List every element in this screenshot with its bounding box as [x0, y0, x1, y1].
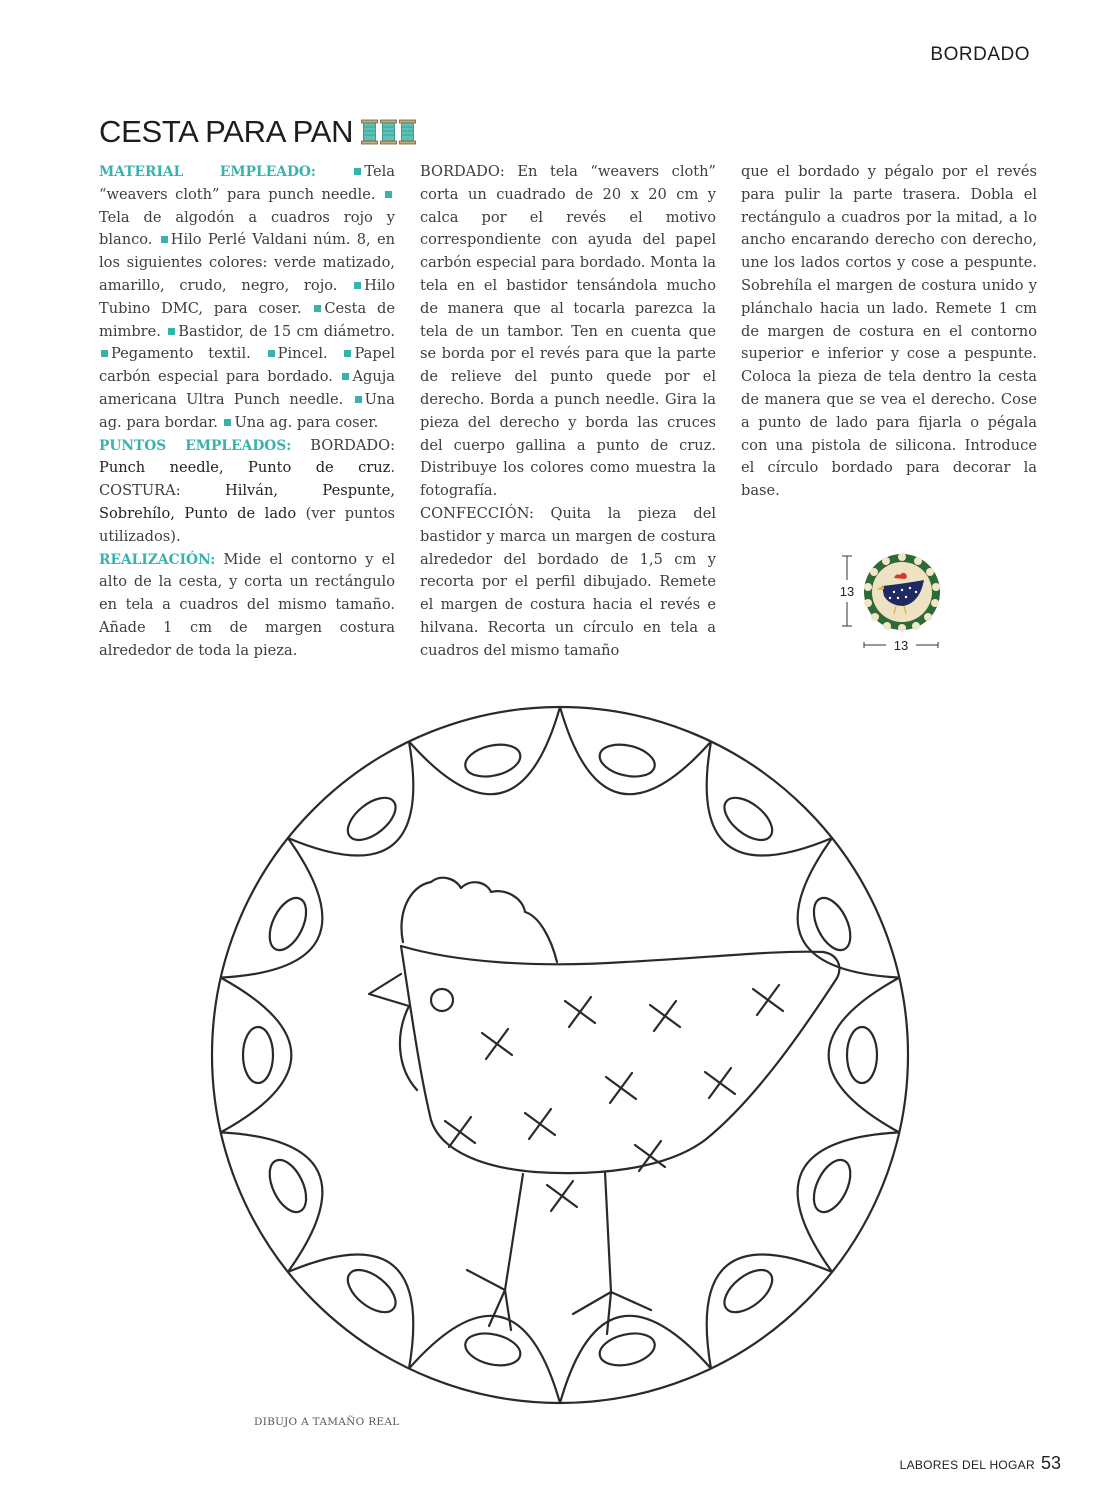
materials-paragraph [99, 161, 395, 435]
material-item: Aguja americana Ultra Punch needle. [99, 368, 395, 408]
material-item: Tela de algodón a cuadros rojo y blanco. [99, 208, 395, 249]
realization-paragraph [99, 549, 395, 663]
scallop-oval [597, 1329, 658, 1371]
scallop-oval [340, 790, 402, 848]
column-instructions [420, 161, 716, 663]
scallop-arc [829, 978, 900, 1133]
cross-stitch [650, 1001, 680, 1031]
page-title [99, 114, 416, 150]
page-number: 53 [1040, 1453, 1061, 1473]
stitches-list: Punch needle, Punto de cruz [99, 459, 391, 477]
scallop-oval [462, 1329, 523, 1371]
stitches-text: BORDADO: [310, 436, 395, 454]
scallop-arc [560, 1316, 711, 1403]
column-instructions-continued [741, 161, 1037, 503]
cross-stitch [606, 1073, 636, 1103]
material-item: Hilo Perlé Valdani núm. 8, en los siguientes colores: verde matizado, amarillo, crudo, negro, rojo. [99, 231, 395, 294]
stitches-text: . COSTURA: [99, 459, 395, 500]
cross-stitch [525, 1109, 555, 1139]
stitches-text: (ver puntos utilizados). [99, 504, 396, 545]
material-item: Bastidor, de 15 cm diámetro. [178, 322, 395, 340]
cross-stitch [705, 1068, 735, 1098]
stitches-heading: PUNTOS EMPLEADOS: [99, 437, 292, 454]
difficulty-rating [361, 119, 416, 145]
page-footer [900, 1453, 1061, 1474]
thread-spool-icon [399, 119, 416, 145]
finished-piece-thumbnail [832, 550, 944, 658]
assembly-paragraph-continued: que el bordado y pégalo por el revés para pulir la parte trasera. Dobla el rectángulo a cuadros por la mitad, a lo ancho encarando derecho con derecho, une los lados cortos y cose a pespunte. Sobrehíla el margen de costura unido y plánchalo hacia un lado. Remete 1 cm de margen de costura en el contorno superior e inferior y cose a pespunte. Coloca la pieza de tela dentro la cesta de manera que se vea el derecho. Cose a punto de lado para fijarla o pégala con una pistola de silicona. Introduce el círculo bordado para decorar la base. [741, 163, 1037, 500]
material-item: Hilo Tubino DMC, para coser. [99, 276, 395, 317]
scallop-oval [340, 1262, 402, 1320]
material-item: Pegamento textil. [111, 345, 251, 363]
scallop-arc [409, 1316, 560, 1403]
scallop-arc [560, 707, 711, 794]
material-item: Tela “weavers cloth” para punch needle. [99, 163, 396, 203]
scallop-oval [262, 1154, 313, 1217]
assembly-paragraph: CONFECCIÓN: Quita la pieza del bastidor y marca un margen de costura alrededor del bordado de 1,5 cm y recorta por el perfil dibujado. Remete el margen de costura hacia el revés e hilvana. Recorta un círculo en tela a cuadros del mismo tamaño [420, 504, 716, 659]
scallop-oval [717, 1262, 779, 1320]
stitches-paragraph [99, 435, 395, 549]
embroidery-pattern-drawing [205, 700, 915, 1410]
column-materials [99, 161, 395, 663]
cross-stitch [445, 1117, 475, 1147]
scallop-oval [462, 740, 523, 782]
drawing-caption: DIBUJO A TAMAÑO REAL [254, 1416, 400, 1428]
material-item: Cesta de mimbre. [99, 299, 395, 340]
scallop-arc [221, 978, 292, 1133]
scallop-oval [806, 892, 857, 955]
scallop-oval [847, 1027, 877, 1083]
cross-stitch [753, 985, 783, 1015]
magazine-name: LABORES DEL HOGAR [899, 1458, 1035, 1472]
material-item: Una ag. para bordar. [99, 390, 396, 431]
thumb-width-label: 13 [893, 638, 909, 653]
thumb-height-label: 13 [839, 584, 855, 599]
stitches-list: Hilván, Pespunte, Sobrehílo, Punto de lado [99, 482, 395, 522]
cross-stitch [482, 1029, 512, 1059]
scallop-oval [806, 1154, 857, 1217]
scallop-oval [262, 892, 313, 955]
scallop-oval [597, 740, 658, 782]
material-item: Pincel. [277, 345, 328, 363]
material-item: Papel carbón especial para bordado. [99, 345, 395, 386]
title-text: CESTA PARA PAN [99, 114, 354, 149]
embroidery-paragraph: BORDADO: En tela “weavers cloth” corta un cuadrado de 20 x 20 cm y calca por el revés el motivo correspondiente con ayuda del papel carbón especial para bordado. Monta la tela en el bastidor tensándola mucho de manera que al tocarla parezca la tela de un tambor. Ten en cuenta que se borda por el revés para que la parte de relieve del punto quede por el derecho. Borda a punch needle. Gira la pieza del derecho y borda las cruces del cuerpo gallina a punto de cruz. Distribuye los colores como muestra la fotografía. [420, 163, 716, 500]
section-label: BORDADO [930, 44, 1030, 65]
scallop-arc [409, 707, 560, 794]
scallop-oval [717, 790, 779, 848]
cross-stitch [565, 997, 595, 1027]
thread-spool-icon [380, 119, 397, 145]
scallop-oval [243, 1027, 273, 1083]
thread-spool-icon [361, 119, 378, 145]
realization-text: Mide el contorno y el alto de la cesta, y corta un rectángulo en tela a cuadros del mismo tamaño. Añade 1 cm de margen costura alrededor de toda la pieza. [99, 550, 395, 659]
materials-heading: MATERIAL EMPLEADO: [99, 164, 317, 180]
cross-stitch [547, 1181, 577, 1211]
material-item: Una ag. para coser. [234, 413, 379, 431]
realization-heading: REALIZACIÓN: [99, 551, 216, 568]
